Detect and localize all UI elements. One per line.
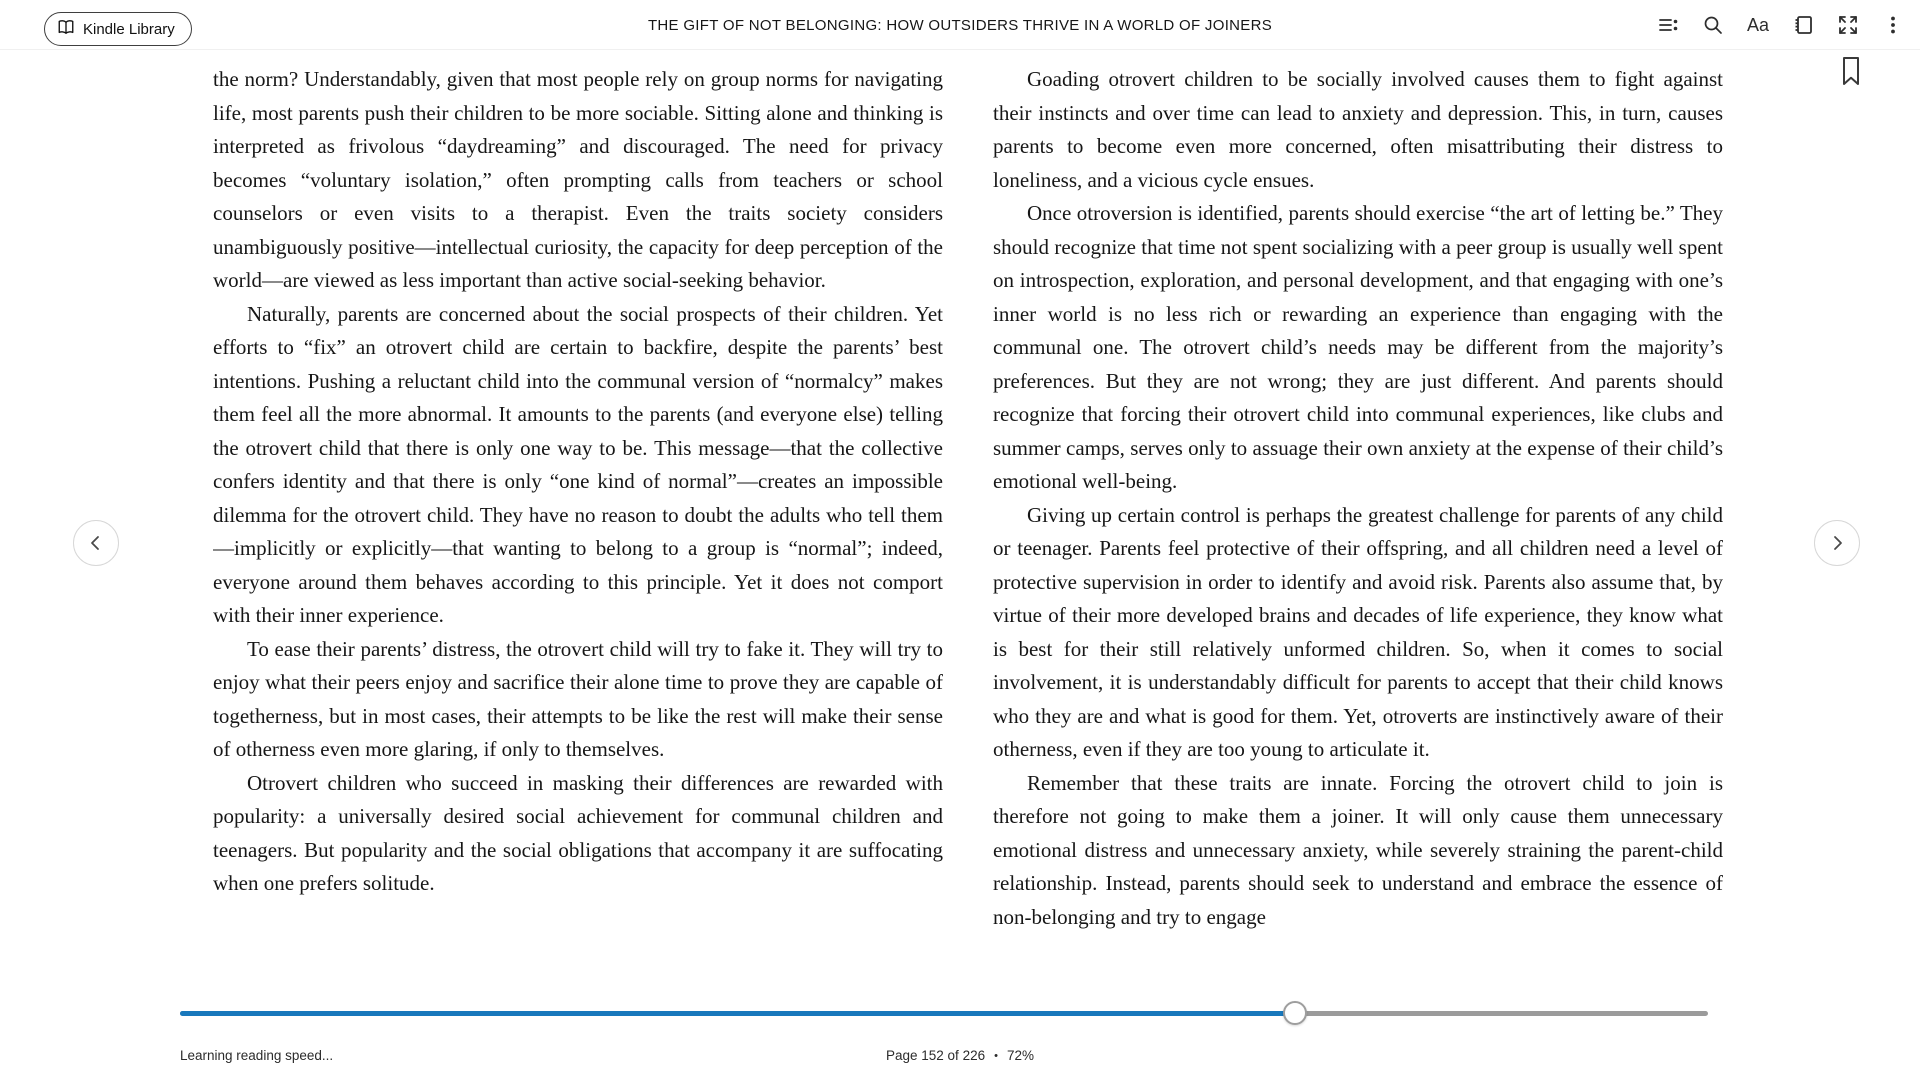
aa-glyph: Aa <box>1746 14 1770 35</box>
top-toolbar <box>0 0 1920 50</box>
open-book-icon <box>57 19 75 39</box>
paragraph: Goading otrovert children to be socially involved causes them to fight against their instincts and over time can lead to anxiety and depression. This, in turn, causes parents to become even more concerned, often misattributing their distress to loneliness, and a vicious cycle ensues. <box>993 67 1723 192</box>
fullscreen-icon[interactable] <box>1836 13 1860 37</box>
separator-dot: • <box>994 1050 998 1062</box>
paragraph: To ease their parents’ distress, the otrovert child will try to fake it. They will try to enjoy what their peers enjoy and sacrifice their alone time to prove they are capable of togetherness, but in most cases, their attempts to be like the rest will make their sense of otherness even more glaring, if only to themselves. <box>213 636 943 761</box>
typography-settings-icon[interactable] <box>1746 13 1770 37</box>
page-number-label: Page 152 of 226 <box>886 1048 986 1063</box>
chevron-right-icon <box>1828 534 1846 552</box>
paragraph: Once otroversion is identified, parents should exercise “the art of letting be.” They should recognize that time not spent socializing with a peer group is usually well spent on introspection, exploration, and personal development, and that engaging with one’s inner world is no less rich or rewarding an experience than engaging with the communal one. The otrovert child’s needs may be different from the majority’s preferences. But they are not wrong; they are just different. And parents should recognize that forcing their otrovert child into communal experiences, like clubs and summer camps, serves only to assuage their own anxiety at the expense of their child’s emotional well-being. <box>993 201 1723 493</box>
bookmark-icon[interactable] <box>1840 56 1862 88</box>
paragraph: Giving up certain control is perhaps the greatest challenge for parents of any child or teenager. Parents feel protective of their offspring, and all children need a level of protective supervision in order to identify and avoid risk. Parents also assume that, by virtue of their more developed brains and decades of life experience, they know what is best for their still relatively unformed children. So, when it comes to social involvement, it is understandably difficult for parents to accept that their child knows who they are and what is good for them. Yet, otroverts are instinctively aware of their otherness, even if they are too young to articulate it. <box>993 502 1723 761</box>
reading-progress-slider[interactable] <box>180 1011 1708 1016</box>
paragraph: Naturally, parents are concerned about the social prospects of their children. Yet efforts to “fix” an otrovert child are certain to backfire, despite the parents’ best intentions. Pushing a reluctant child into the communal version of “normalcy” makes them feel all the more abnormal. It amounts to the parents (and everyone else) telling the otrovert child that there is only one way to be. This message—that the collective confers identity and that there is only “one kind of normal”—creates an impossible dilemma for the otrovert child. They have no reason to doubt the adults who tell them—implicitly or explicitly—that wanting to belong to a group is “normal”; indeed, everyone around them behaves according to this principle. Yet it does not comport with their inner experience. <box>213 301 943 627</box>
paragraph: Otrovert children who succeed in masking their differences are rewarded with popularity: a universally desired social achievement for communal children and teenagers. But popularity and the social obligations that accompany it are suffocating when one prefers solitude. <box>213 770 943 895</box>
percent-read-label: 72% <box>1006 1048 1034 1063</box>
paragraph: the norm? Understandably, given that most people rely on group norms for navigating life, most parents push their children to be more sociable. Sitting alone and thinking is interpreted as frivolous “daydreaming” and discouraged. The need for privacy becomes “voluntary isolation,” often prompting calls from teachers or school counselors or even visits to a therapist. Even the traits society considers unambiguously positive—intellectual curiosity, the capacity for deep perception of the world—are viewed as less important than active social-seeking behavior. <box>213 67 943 292</box>
book-title: THE GIFT OF NOT BELONGING: HOW OUTSIDERS THRIVE IN A WORLD OF JOINERS <box>647 17 1273 34</box>
chevron-left-icon <box>87 534 105 552</box>
page-column-right <box>993 63 1723 1000</box>
kindle-library-button[interactable] <box>44 12 192 46</box>
previous-page-button[interactable] <box>73 520 119 566</box>
paragraph: Remember that these traits are innate. Forcing the otrovert child to join is therefore not going to make them a joiner. It will only cause them unnecessary emotional distress and unnecessary anxiety, while severely straining the parent-child relationship. Instead, parents should seek to understand and embrace the essence of non-belonging and try to engage <box>993 770 1723 929</box>
reading-progress-handle[interactable] <box>1283 1001 1307 1025</box>
notebook-icon[interactable] <box>1791 13 1815 37</box>
page-position-info <box>0 1048 1920 1063</box>
toolbar-icon-group <box>1656 0 1905 50</box>
search-icon[interactable] <box>1701 13 1725 37</box>
reading-progress-fill <box>180 1011 1295 1016</box>
page-column-left <box>213 63 943 1000</box>
next-page-button[interactable] <box>1814 520 1860 566</box>
more-options-icon[interactable] <box>1881 13 1905 37</box>
kindle-library-label: Kindle Library <box>83 20 175 38</box>
reading-pane <box>213 50 1723 1000</box>
toc-notes-icon[interactable] <box>1656 13 1680 37</box>
reading-speed-status: Learning reading speed... <box>180 1048 334 1063</box>
